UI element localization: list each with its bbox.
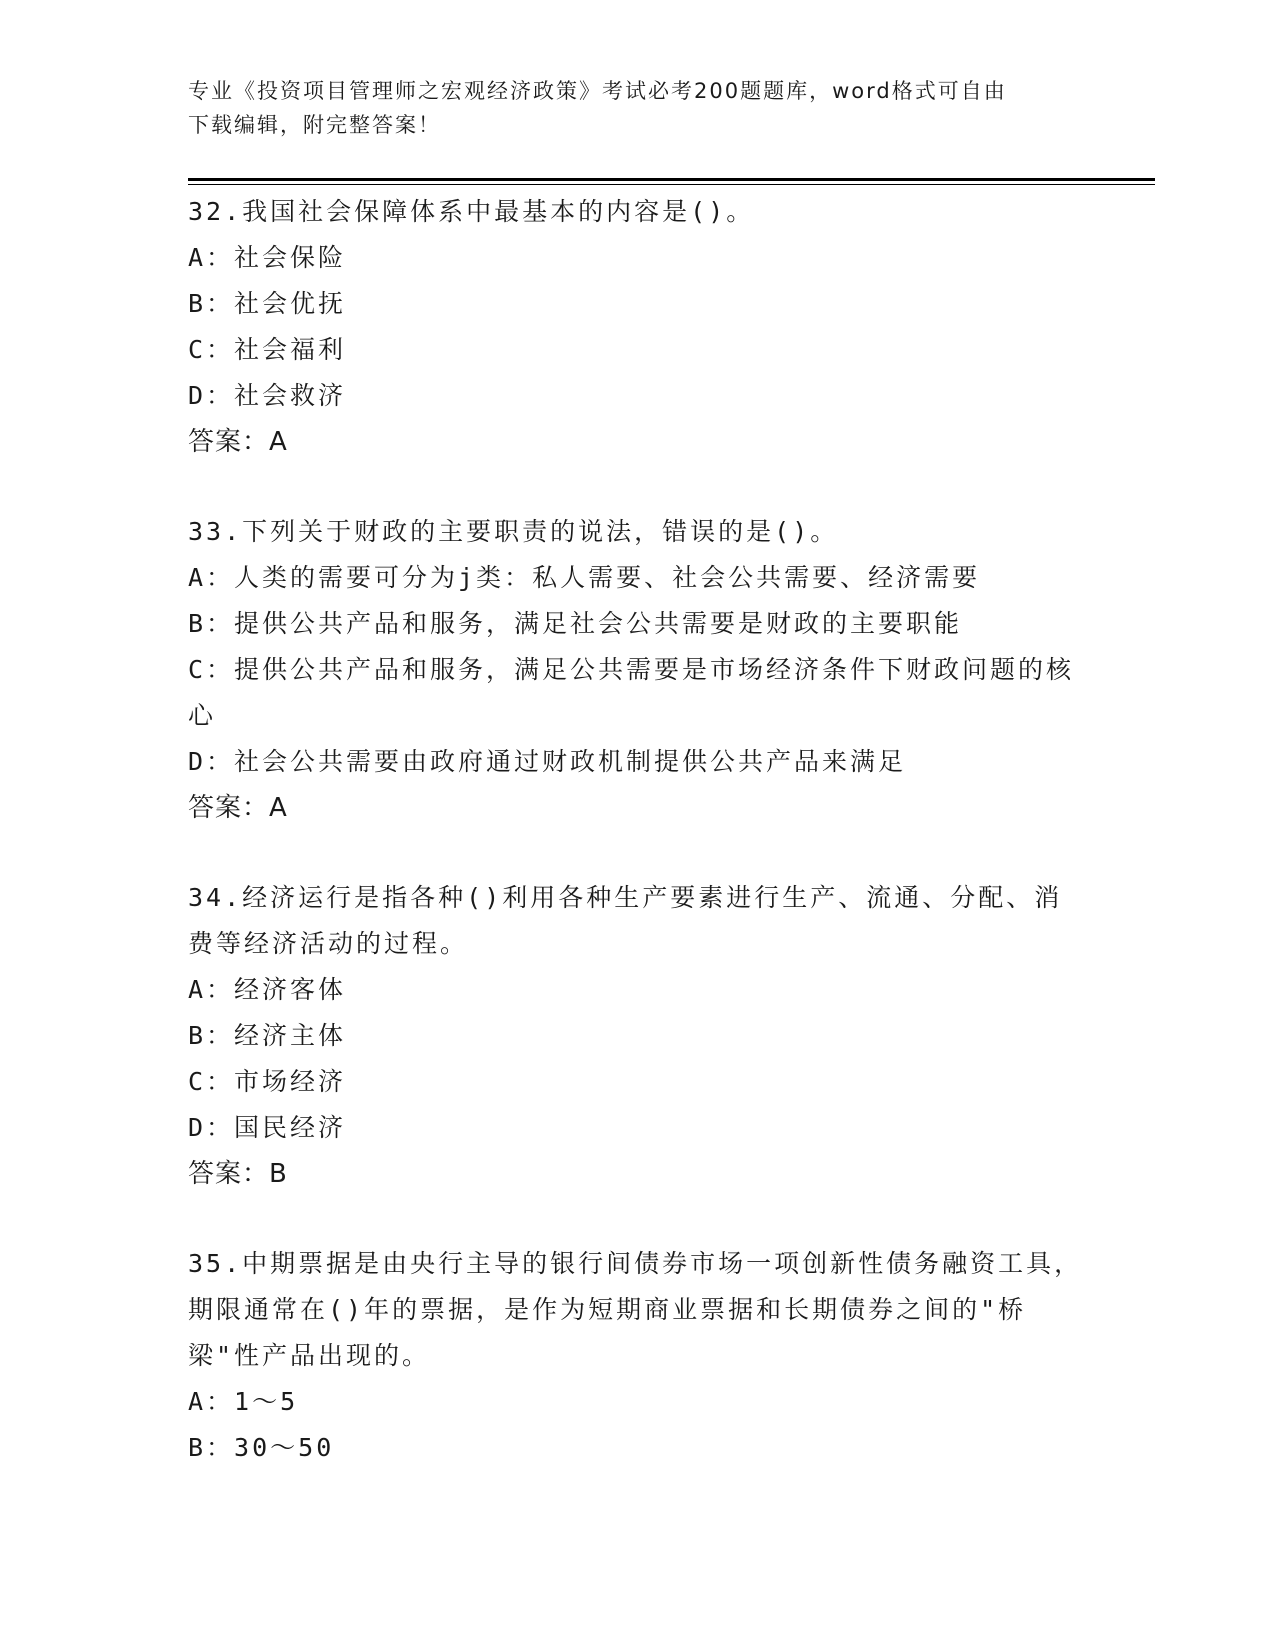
question-list: [188, 189, 1088, 1471]
question-text: 33.下列关于财政的主要职责的说法，错误的是()。: [188, 517, 839, 546]
document-header: [188, 74, 1088, 142]
question-34: [188, 875, 1088, 1197]
option-a: A：社会保险: [188, 243, 347, 272]
answer: 答案：A: [188, 427, 288, 457]
option-b: B：30～50: [188, 1433, 335, 1462]
option-d: D：国民经济: [188, 1113, 347, 1142]
option-b: B：经济主体: [188, 1021, 347, 1050]
option-a: A：1～5: [188, 1387, 299, 1416]
option-c: C：市场经济: [188, 1067, 347, 1096]
question-text: 34.经济运行是指各种()利用各种生产要素进行生产、流通、分配、消费等经济活动的过程。: [188, 883, 1063, 958]
option-a: A：经济客体: [188, 975, 347, 1004]
option-b: B：提供公共产品和服务，满足社会公共需要是财政的主要职能: [188, 609, 963, 638]
answer: 答案：B: [188, 1159, 288, 1189]
header-rule-thick: [188, 178, 1155, 181]
option-d: D：社会公共需要由政府通过财政机制提供公共产品来满足: [188, 747, 907, 776]
header-line-2: 下载编辑，附完整答案！: [188, 113, 441, 137]
answer: 答案：A: [188, 793, 288, 823]
option-c: C：社会福利: [188, 335, 347, 364]
option-c: C：提供公共产品和服务，满足公共需要是市场经济条件下财政问题的核心: [188, 655, 1075, 730]
question-text: 35.中期票据是由央行主导的银行间债券市场一项创新性债务融资工具，期限通常在()年的票据，是作为短期商业票据和长期债券之间的"桥梁"性产品出现的。: [188, 1249, 1083, 1370]
question-text: 32.我国社会保障体系中最基本的内容是()。: [188, 197, 755, 226]
question-35: [188, 1241, 1088, 1471]
question-33: [188, 509, 1088, 831]
option-a: A：人类的需要可分为j类：私人需要、社会公共需要、经济需要: [188, 563, 981, 592]
question-32: [188, 189, 1088, 465]
header-line-1: 专业《投资项目管理师之宏观经济政策》考试必考200题题库，word格式可自由: [188, 79, 1007, 103]
header-rule-thin: [188, 184, 1155, 185]
option-d: D：社会救济: [188, 381, 347, 410]
option-b: B：社会优抚: [188, 289, 347, 318]
